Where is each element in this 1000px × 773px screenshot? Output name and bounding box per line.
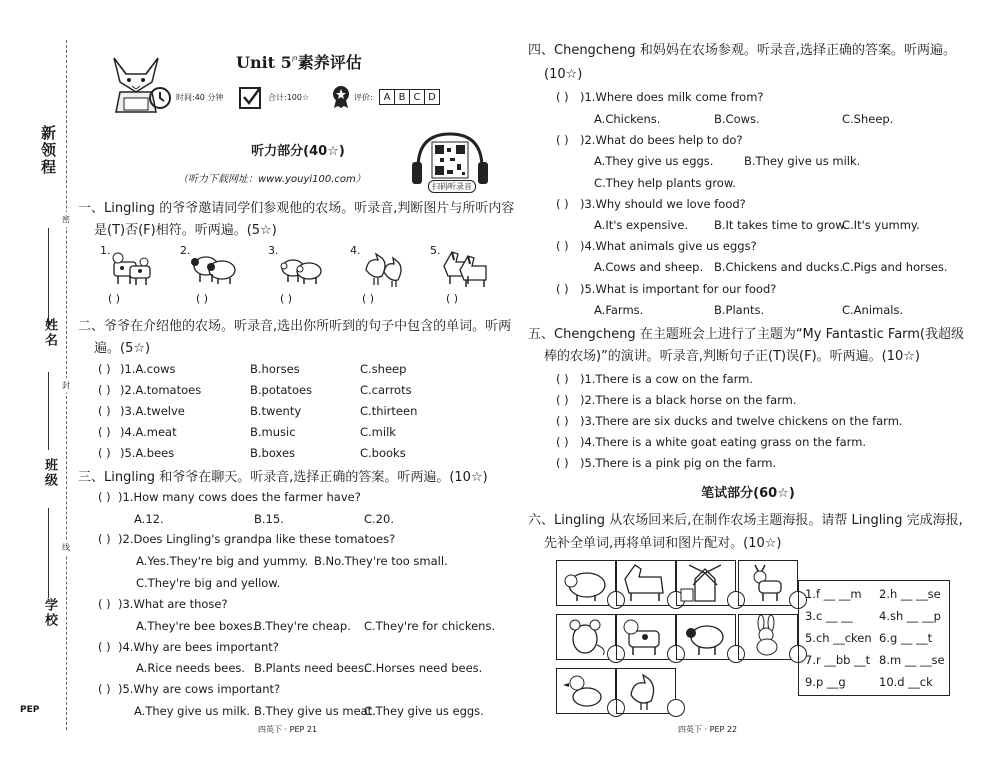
duck-icon — [557, 669, 613, 711]
picture-goat — [738, 560, 798, 606]
q2-option-a[interactable]: )2.A.tomatoes — [120, 383, 202, 397]
q3-option-1[interactable]: A.They're bee boxes. — [136, 619, 257, 633]
q2-option-c[interactable]: C.carrots — [360, 383, 412, 397]
qr-caption: 扫码听录音 — [428, 180, 476, 193]
name-underline — [48, 228, 49, 328]
q4-option-1[interactable]: A.Chickens. — [594, 112, 661, 126]
q3-option-1[interactable]: A.Yes.They're big and yummy. — [136, 554, 309, 568]
q1-label-2: 2. — [180, 244, 191, 257]
farm-windmill-icon — [677, 561, 733, 603]
q5-answer-blank[interactable]: ( ) — [556, 456, 569, 470]
cow-icon — [617, 615, 673, 657]
q5-statement: )3.There are six ducks and twelve chickens on the farm. — [580, 414, 903, 428]
q2-line2: 遍。(5☆) — [94, 341, 151, 356]
q3-question: )2.Does Lingling's grandpa like these tomatoes? — [118, 532, 396, 546]
q1-line1: 一、Lingling 的爷爷邀请同学们参观他的农场。听录音,判断图片与所听内容 — [78, 201, 515, 216]
school-underline — [48, 508, 49, 598]
q4-option-1[interactable]: A.They give us eggs. — [594, 154, 714, 168]
chicken-icon — [617, 669, 673, 711]
cow-pair-icon — [110, 248, 154, 288]
q3-answer-blank[interactable]: ( ) — [98, 532, 111, 546]
school-label: 学校 — [42, 598, 57, 628]
picture-cow — [616, 614, 676, 660]
q5-statement: )5.There is a pink pig on the farm. — [580, 456, 777, 470]
rating-boxes — [380, 89, 440, 105]
name-label: 姓名 — [42, 318, 57, 348]
sheep-pair-icon — [190, 250, 238, 286]
q4-option-3[interactable]: C.Animals. — [842, 303, 904, 317]
q2-answer-blank[interactable]: ( ) — [98, 446, 111, 460]
picture-farm — [676, 560, 736, 606]
word-blank-item[interactable]: 7.r __bb __t — [805, 653, 871, 667]
q4-answer-blank[interactable]: ( ) — [556, 239, 569, 253]
q6-line1: 六、Lingling 从农场回来后,在制作农场主题海报。请帮 Lingling 完成海报, — [528, 513, 963, 528]
q2-line1: 二、爷爷在介绍他的农场。听录音,选出你所听到的句子中包含的单词。听两 — [78, 319, 512, 334]
q4-option-1[interactable]: A.Farms. — [594, 303, 644, 317]
checkbox-icon — [238, 84, 264, 110]
rating-a[interactable]: A — [379, 89, 395, 105]
q4-option-3[interactable]: C.It's yummy. — [842, 218, 920, 232]
q1-label-5: 5. — [430, 244, 441, 257]
picture-duck — [556, 668, 616, 714]
q1-answer-5[interactable]: ( ) — [446, 292, 459, 305]
q1-answer-3[interactable]: ( ) — [280, 292, 293, 305]
q1-line2: 是(T)否(F)相符。听两遍。(5☆) — [94, 223, 277, 238]
q3-option-3[interactable]: C.They're big and yellow. — [136, 576, 281, 590]
q2-answer-blank[interactable]: ( ) — [98, 425, 111, 439]
q1-label-3: 3. — [268, 244, 279, 257]
picture-rabbit — [738, 614, 798, 660]
q3-option-3[interactable]: C.Horses need bees. — [364, 661, 483, 675]
q4-option-1[interactable]: A.It's expensive. — [594, 218, 689, 232]
picture-mouse — [556, 614, 616, 660]
q4-question: )1.Where does milk come from? — [580, 90, 764, 104]
q3-answer-blank[interactable]: ( ) — [98, 490, 111, 504]
seal-mark-1: 密 — [62, 212, 70, 227]
binding-margin — [0, 0, 72, 773]
rating-d[interactable]: D — [424, 89, 440, 105]
q5-answer-blank[interactable]: ( ) — [556, 372, 569, 386]
horse-pair-icon — [440, 246, 490, 288]
left-footer: 四英下 · PEP 21 — [258, 725, 318, 734]
q2-option-b[interactable]: B.music — [250, 425, 296, 439]
q3-option-2[interactable]: B.They give us meat. — [254, 704, 376, 718]
sheep-icon — [677, 615, 733, 657]
word-blank-item[interactable]: 2.h __ __se — [879, 587, 941, 601]
q3-answer-blank[interactable]: ( ) — [98, 640, 111, 654]
q5-line1: 五、Chengcheng 在主题班会上进行了主题为“My Fantastic Farm(我超级 — [528, 327, 965, 342]
picture-pig — [556, 560, 616, 606]
q1-label-1: 1. — [100, 244, 111, 257]
q4-option-3[interactable]: C.Pigs and horses. — [842, 260, 948, 274]
q3-option-2[interactable]: B.No.They're too small. — [314, 554, 448, 568]
word-blank-item[interactable]: 6.g __ __t — [879, 631, 933, 645]
match-circle[interactable] — [667, 699, 685, 717]
award-badge-icon — [330, 85, 352, 109]
q5-answer-blank[interactable]: ( ) — [556, 435, 569, 449]
q4-option-2[interactable]: B.It takes time to grow. — [714, 218, 848, 232]
q4-option-2[interactable]: B.They give us milk. — [744, 154, 861, 168]
word-blank-item[interactable]: 8.m __ __se — [879, 653, 945, 667]
q3-option-2[interactable]: B.Plants need bees. — [254, 661, 368, 675]
time-label: 时间:40 分钟 — [176, 93, 224, 102]
q3-option-1[interactable]: A.Rice needs bees. — [136, 661, 246, 675]
q2-option-c[interactable]: C.thirteen — [360, 404, 418, 418]
q3-option-2[interactable]: B.They're cheap. — [254, 619, 351, 633]
seal-mark-2: 封 — [62, 378, 70, 393]
q1-label-4: 4. — [350, 244, 361, 257]
q3-option-1[interactable]: A.They give us milk. — [134, 704, 251, 718]
q1-answer-2[interactable]: ( ) — [196, 292, 209, 305]
chicken-pair-icon — [360, 248, 406, 288]
picture-chicken — [616, 668, 676, 714]
download-url: （听力下载网址：www.youyi100.com） — [178, 174, 366, 185]
q2-option-a[interactable]: )3.A.twelve — [120, 404, 185, 418]
class-label: 班级 — [42, 458, 57, 488]
q2-option-a[interactable]: )4.A.meat — [120, 425, 177, 439]
q5-answer-blank[interactable]: ( ) — [556, 393, 569, 407]
word-list-box — [798, 580, 950, 696]
q2-option-c[interactable]: C.books — [360, 446, 406, 460]
rating-b[interactable]: B — [394, 89, 410, 105]
pig-icon — [557, 561, 613, 603]
q3-question: )3.What are those? — [118, 597, 228, 611]
q4-answer-blank[interactable]: ( ) — [556, 90, 569, 104]
mouse-icon — [557, 615, 613, 657]
word-blank-item[interactable]: 1.f __ __m — [805, 587, 862, 601]
q2-option-c[interactable]: C.sheep — [360, 362, 407, 376]
q4-answer-blank[interactable]: ( ) — [556, 133, 569, 147]
right-page — [528, 0, 968, 773]
q3-option-1[interactable]: A.12. — [134, 512, 164, 526]
q2-answer-blank[interactable]: ( ) — [98, 383, 111, 397]
brand-text: 新领程 — [39, 125, 57, 176]
listening-heading: 听力部分(40☆) — [251, 144, 345, 159]
q4-question: )3.Why should we love food? — [580, 197, 746, 211]
rating-c[interactable]: C — [409, 89, 425, 105]
q4-question: )2.What do bees help to do? — [580, 133, 743, 147]
class-underline — [48, 372, 49, 450]
q4-option-3[interactable]: C.Sheep. — [842, 112, 894, 126]
q2-option-b[interactable]: B.potatoes — [250, 383, 313, 397]
rating-label: 评价: — [354, 93, 373, 102]
left-page — [78, 0, 515, 773]
word-blank-item[interactable]: 3.c __ __ — [805, 609, 853, 623]
q4-question: )5.What is important for our food? — [580, 282, 777, 296]
q4-answer-blank[interactable]: ( ) — [556, 197, 569, 211]
q2-option-a[interactable]: )1.A.cows — [120, 362, 176, 376]
q2-option-b[interactable]: B.horses — [250, 362, 300, 376]
q3-option-3[interactable]: C.They're for chickens. — [364, 619, 496, 633]
pep-label: PEP — [20, 705, 40, 715]
q3-answer-blank[interactable]: ( ) — [98, 682, 111, 696]
seal-mark-3: 线 — [62, 540, 70, 555]
written-heading: 笔试部分(60☆) — [701, 486, 795, 501]
q2-answer-blank[interactable]: ( ) — [98, 404, 111, 418]
q1-answer-4[interactable]: ( ) — [362, 292, 375, 305]
q4-option-2[interactable]: B.Plants. — [714, 303, 765, 317]
q3-question: )4.Why are bees important? — [118, 640, 279, 654]
q3-line1: 三、Lingling 和爷爷在聊天。听录音,选择正确的答案。听两遍。(10☆) — [78, 470, 488, 485]
unit-title: Unit $5^户$素养评估 — [236, 53, 362, 72]
q2-option-b[interactable]: B.boxes — [250, 446, 296, 460]
word-blank-item[interactable]: 10.d __ck — [879, 675, 933, 689]
q4-line1: 四、Chengcheng 和妈妈在农场参观。听录音,选择正确的答案。听两遍。 — [528, 43, 956, 58]
pig-pair-icon — [278, 252, 324, 286]
q4-option-2[interactable]: B.Cows. — [714, 112, 760, 126]
word-blank-item[interactable]: 5.ch __cken — [805, 631, 872, 645]
q4-answer-blank[interactable]: ( ) — [556, 282, 569, 296]
q3-question: )5.Why are cows important? — [118, 682, 281, 696]
total-label: 合计:100☆ — [268, 93, 310, 102]
rabbit-icon — [739, 615, 795, 657]
q2-option-a[interactable]: )5.A.bees — [120, 446, 175, 460]
q5-statement: )1.There is a cow on the farm. — [580, 372, 754, 386]
right-footer: 四英下 · PEP 22 — [678, 725, 738, 734]
q4-option-1[interactable]: A.Cows and sheep. — [594, 260, 704, 274]
q3-option-3[interactable]: C.They give us eggs. — [364, 704, 484, 718]
word-blank-item[interactable]: 9.p __g — [805, 675, 846, 689]
q3-question: )1.How many cows does the farmer have? — [118, 490, 361, 504]
goat-icon — [739, 561, 795, 603]
q2-answer-blank[interactable]: ( ) — [98, 362, 111, 376]
picture-horse — [616, 560, 676, 606]
q2-option-b[interactable]: B.twenty — [250, 404, 302, 418]
q4-line2: (10☆) — [544, 67, 583, 82]
q1-answer-1[interactable]: ( ) — [108, 292, 121, 305]
word-blank-item[interactable]: 4.sh __ __p — [879, 609, 941, 623]
q3-option-2[interactable]: B.15. — [254, 512, 284, 526]
horse-icon — [617, 561, 673, 603]
q6-line2: 先补全单词,再将单词和图片配对。(10☆) — [544, 536, 782, 551]
q5-statement: )2.There is a black horse on the farm. — [580, 393, 797, 407]
q5-answer-blank[interactable]: ( ) — [556, 414, 569, 428]
q4-option-3[interactable]: C.They help plants grow. — [594, 176, 736, 190]
picture-sheep — [676, 614, 736, 660]
q3-answer-blank[interactable]: ( ) — [98, 597, 111, 611]
q5-line2: 棒的农场)”的演讲。听录音,判断句子正(T)误(F)。听两遍。(10☆) — [544, 349, 920, 364]
q5-statement: )4.There is a white goat eating grass on the farm. — [580, 435, 867, 449]
q4-option-2[interactable]: B.Chickens and ducks. — [714, 260, 844, 274]
q2-option-c[interactable]: C.milk — [360, 425, 396, 439]
q3-option-3[interactable]: C.20. — [364, 512, 394, 526]
clock-icon — [148, 86, 172, 110]
q4-question: )4.What animals give us eggs? — [580, 239, 757, 253]
